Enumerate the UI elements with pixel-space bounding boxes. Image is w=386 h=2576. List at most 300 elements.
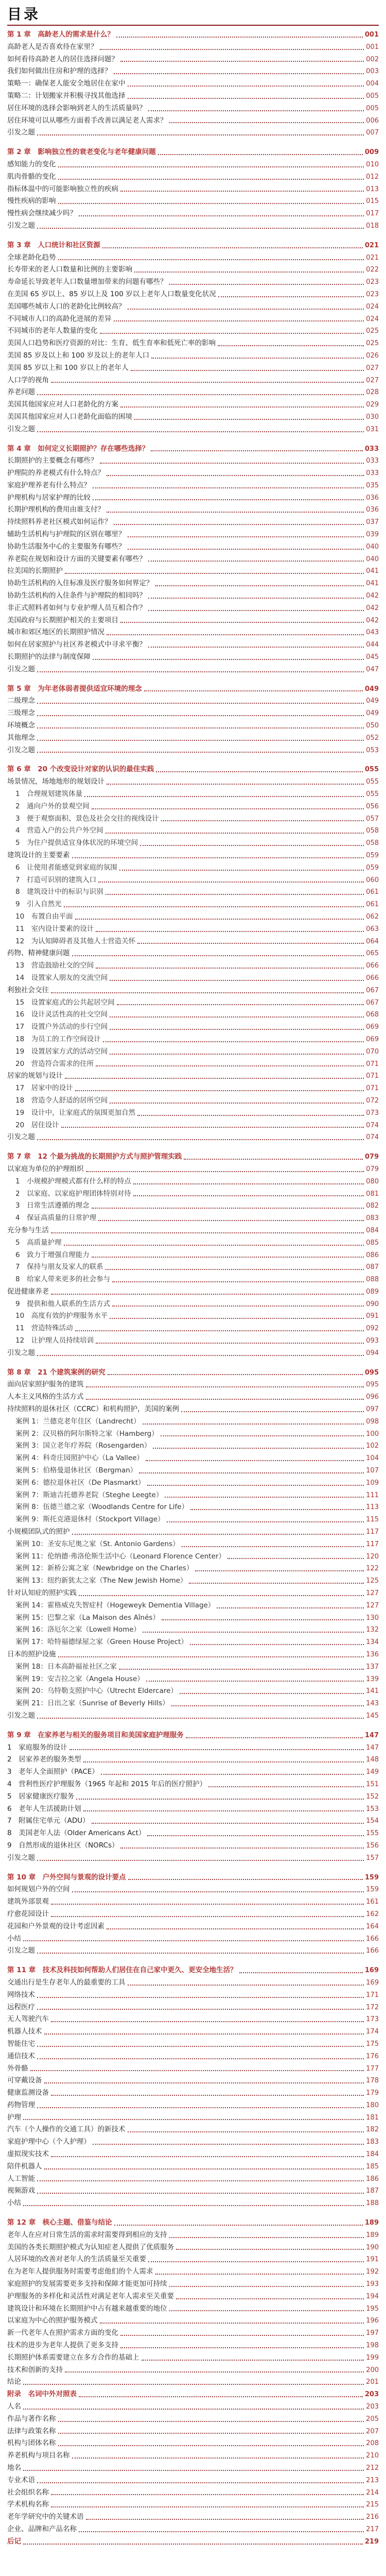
toc-entry[interactable]: [7, 350, 379, 362]
toc-entry[interactable]: [7, 529, 379, 541]
toc-entry[interactable]: [7, 2087, 379, 2099]
entry-page-number: 139: [366, 1675, 379, 1683]
toc-entry[interactable]: [7, 325, 379, 337]
toc-entry[interactable]: [7, 1649, 379, 1661]
toc-entry[interactable]: [7, 2475, 379, 2487]
entry-page-number: 085: [366, 1239, 379, 1247]
dot-leader: [100, 333, 364, 334]
toc-entry[interactable]: [7, 1452, 379, 1465]
entry-page-number: 137: [366, 1663, 379, 1671]
toc-entry[interactable]: [7, 1742, 379, 1754]
toc-entry[interactable]: [7, 1416, 379, 1428]
toc-entry[interactable]: [7, 90, 379, 103]
toc-entry[interactable]: [7, 252, 379, 264]
toc-entry[interactable]: [7, 171, 379, 183]
toc-entry[interactable]: [7, 1440, 379, 1452]
toc-entry[interactable]: [7, 850, 379, 862]
entry-page-number: 021: [366, 253, 379, 262]
toc-entry[interactable]: [7, 1852, 379, 1865]
toc-entry[interactable]: [7, 2038, 379, 2050]
toc-entry[interactable]: [7, 1673, 379, 1686]
toc-entry[interactable]: [7, 2063, 379, 2075]
toc-entry[interactable]: [7, 874, 379, 887]
dot-leader: [156, 771, 363, 772]
toc-entry[interactable]: [7, 707, 379, 720]
toc-entry[interactable]: [7, 1977, 379, 1989]
entry-page-number: 081: [366, 1190, 379, 1198]
toc-entry[interactable]: [7, 2499, 379, 2511]
toc-entry[interactable]: [7, 375, 379, 387]
entry-page-number: 154: [366, 1817, 379, 1825]
toc-entry[interactable]: [7, 776, 379, 788]
toc-entry[interactable]: [7, 1058, 379, 1071]
entry-title: 协助生活机构的入住标准及医疗服务如何界定？: [7, 579, 153, 588]
toc-entry[interactable]: [7, 399, 379, 411]
toc-entry[interactable]: [7, 1815, 379, 1827]
toc-entry[interactable]: [7, 2303, 379, 2315]
toc-entry[interactable]: [7, 220, 379, 232]
toc-entry[interactable]: [7, 960, 379, 972]
toc-entry[interactable]: [7, 720, 379, 732]
toc-entry[interactable]: [7, 813, 379, 825]
entry-title: 我们如何做出住房和护理的选择？: [7, 67, 112, 76]
toc-chapter-entry[interactable]: [7, 1730, 379, 1742]
toc-entry[interactable]: [7, 2523, 379, 2536]
entry-page-number: 057: [366, 815, 379, 823]
toc-entry[interactable]: [7, 626, 379, 639]
entry-page-number: 189: [366, 2231, 379, 2239]
toc-entry[interactable]: [7, 2511, 379, 2523]
toc-entry[interactable]: [7, 1335, 379, 1347]
dot-leader: [51, 2494, 364, 2495]
toc-entry[interactable]: [7, 1379, 379, 1391]
entry-title: 人名: [7, 2402, 21, 2411]
toc-entry[interactable]: [7, 1778, 379, 1791]
dot-leader: [79, 2396, 363, 2397]
entry-title: 护理院的养老模式有什么特点？: [7, 469, 104, 478]
toc-entry[interactable]: [7, 1921, 379, 1933]
entry-page-number: 067: [366, 998, 379, 1007]
toc-entry[interactable]: [7, 1131, 379, 1144]
dot-leader: [120, 406, 364, 408]
dot-leader: [100, 49, 364, 50]
toc-entry[interactable]: [7, 1908, 379, 1921]
toc-entry[interactable]: [7, 825, 379, 837]
toc-entry[interactable]: [7, 2376, 379, 2388]
entry-title: 后记: [7, 2537, 21, 2546]
toc-chapter-entry[interactable]: [7, 146, 379, 159]
toc-chapter-entry[interactable]: [7, 2217, 379, 2229]
toc-entry[interactable]: [7, 423, 379, 436]
dot-leader: [44, 2168, 364, 2170]
entry-title: 社会组织名称: [7, 2488, 49, 2497]
dot-leader: [128, 86, 364, 87]
entry-page-number: 029: [366, 401, 379, 409]
toc-entry[interactable]: [7, 276, 379, 289]
toc-chapter-entry[interactable]: [7, 1367, 379, 1379]
toc-entry[interactable]: [7, 1884, 379, 1896]
dot-leader: [100, 2323, 364, 2324]
toc-entry[interactable]: [7, 1428, 379, 1440]
toc-entry[interactable]: [7, 2413, 379, 2426]
toc-entry[interactable]: [7, 639, 379, 651]
toc-entry[interactable]: [7, 1612, 379, 1624]
entry-page-number: 001: [364, 31, 379, 39]
dot-leader: [110, 1318, 364, 1319]
entry-page-number: 184: [366, 2150, 379, 2159]
entry-title: 10 高度有效的护理服务水平: [15, 1312, 108, 1320]
toc-entry[interactable]: [7, 1791, 379, 1803]
toc-entry[interactable]: [7, 1766, 379, 1778]
dot-leader: [180, 1693, 364, 1694]
toc-entry[interactable]: [7, 1575, 379, 1587]
dot-leader: [51, 1232, 364, 1233]
entry-title: 17 设置户外活动的步行空间: [15, 1023, 108, 1031]
toc-entry[interactable]: [7, 2462, 379, 2475]
toc-entry[interactable]: [7, 467, 379, 480]
toc-entry[interactable]: [7, 1261, 379, 1274]
toc-entry[interactable]: [7, 2487, 379, 2499]
dot-leader: [189, 1583, 364, 1584]
toc-entry[interactable]: [7, 480, 379, 492]
entry-title: 新一代老年人在照护需求方面的变化: [7, 2329, 118, 2337]
entry-page-number: 141: [366, 1687, 379, 1696]
toc-entry[interactable]: [7, 455, 379, 467]
dot-leader: [37, 394, 364, 395]
toc-entry[interactable]: [7, 2013, 379, 2026]
dot-leader: [37, 134, 364, 135]
dot-leader: [98, 1220, 364, 1221]
toc-entry[interactable]: [7, 1107, 379, 1120]
toc-entry[interactable]: [7, 788, 379, 801]
toc-entry[interactable]: [7, 1286, 379, 1298]
toc-entry[interactable]: [7, 2173, 379, 2185]
dot-leader: [148, 561, 364, 562]
toc-entry[interactable]: [7, 1526, 379, 1538]
entry-title: 引发之题: [7, 425, 35, 433]
page-title: 目录: [7, 6, 41, 23]
entry-title: 机器人技术: [7, 2027, 42, 2036]
toc-chapter-entry[interactable]: [7, 240, 379, 252]
toc-entry[interactable]: [7, 492, 379, 504]
toc-entry[interactable]: [7, 2026, 379, 2038]
dot-leader: [93, 487, 364, 488]
toc-entry[interactable]: [7, 1624, 379, 1636]
entry-page-number: 061: [366, 888, 379, 896]
toc-entry[interactable]: [7, 2050, 379, 2063]
toc-entry[interactable]: [7, 54, 379, 66]
entry-page-number: 089: [366, 1287, 379, 1296]
entry-page-number: 212: [366, 2464, 379, 2472]
dot-leader: [143, 1632, 364, 1633]
dot-leader: [184, 1159, 363, 1160]
toc-entry[interactable]: [7, 1046, 379, 1058]
toc-entry[interactable]: [7, 1661, 379, 1673]
entry-title: 引发之题: [7, 128, 35, 137]
toc-entry[interactable]: [7, 862, 379, 874]
toc-entry[interactable]: [7, 1082, 379, 1095]
toc-entry[interactable]: [7, 1188, 379, 1200]
toc-entry[interactable]: [7, 565, 379, 578]
entry-title: 护理: [7, 2113, 21, 2122]
toc-entry[interactable]: [7, 578, 379, 590]
entry-title: 日本的照护设施: [7, 1650, 56, 1658]
toc-entry[interactable]: [7, 886, 379, 899]
toc-entry[interactable]: [7, 2278, 379, 2291]
entry-page-number: 028: [366, 388, 379, 397]
dot-leader: [151, 450, 363, 451]
toc-entry[interactable]: [7, 2291, 379, 2303]
toc-entry[interactable]: [7, 1237, 379, 1249]
entry-page-number: 194: [366, 2292, 379, 2300]
entry-page-number: 219: [364, 2537, 379, 2546]
toc-chapter-entry[interactable]: [7, 683, 379, 696]
toc-entry[interactable]: [7, 947, 379, 960]
toc-entry[interactable]: [7, 1933, 379, 1945]
dot-leader: [86, 2519, 364, 2520]
toc-entry[interactable]: [7, 2327, 379, 2340]
toc-entry[interactable]: [7, 1391, 379, 1403]
entry-page-number: 187: [366, 2187, 379, 2195]
toc-entry[interactable]: [7, 1200, 379, 1212]
toc-entry[interactable]: [7, 1347, 379, 1360]
toc-entry[interactable]: [7, 1587, 379, 1600]
toc-entry[interactable]: [7, 615, 379, 627]
toc-entry[interactable]: [7, 2197, 379, 2210]
toc-entry[interactable]: [7, 553, 379, 566]
toc-entry[interactable]: [7, 1538, 379, 1551]
dot-leader: [23, 2119, 364, 2120]
toc-entry[interactable]: [7, 1176, 379, 1188]
toc-entry[interactable]: [7, 695, 379, 707]
toc-entry[interactable]: [7, 103, 379, 115]
dot-leader: [37, 1718, 364, 1719]
toc-entry[interactable]: [7, 985, 379, 997]
toc-entry[interactable]: [7, 1636, 379, 1649]
toc-entry[interactable]: [7, 664, 379, 676]
entry-page-number: 216: [366, 2513, 379, 2521]
toc-entry[interactable]: [7, 1465, 379, 1477]
toc-entry[interactable]: [7, 2253, 379, 2266]
toc-entry[interactable]: [7, 1070, 379, 1082]
toc-entry[interactable]: [7, 1095, 379, 1107]
entry-title: 第 12 章 核心主题、借鉴与结论: [7, 2218, 112, 2227]
toc-entry[interactable]: [7, 1403, 379, 1416]
toc-entry[interactable]: [7, 2099, 379, 2112]
toc-entry[interactable]: [7, 2266, 379, 2278]
entry-page-number: 010: [366, 160, 379, 168]
toc-chapter-entry[interactable]: [7, 1964, 379, 1977]
dot-leader: [93, 499, 364, 500]
toc-entry[interactable]: [7, 183, 379, 196]
toc-entry[interactable]: [7, 1310, 379, 1323]
entry-title: 引发之题: [7, 1348, 35, 1357]
toc-entry[interactable]: [7, 744, 379, 757]
entry-title: 案例 14：霍格威克失智症村（Hogeweyk Dementia Village）: [15, 1601, 215, 1609]
toc-entry[interactable]: [7, 651, 379, 664]
toc-entry[interactable]: [7, 289, 379, 301]
toc-entry[interactable]: [7, 801, 379, 813]
toc-entry[interactable]: [7, 911, 379, 923]
toc-entry[interactable]: [7, 923, 379, 936]
toc-entry[interactable]: [7, 1501, 379, 1514]
toc-entry[interactable]: [7, 1514, 379, 1526]
toc-entry[interactable]: [7, 2136, 379, 2148]
toc-entry[interactable]: [7, 1249, 379, 1262]
toc-entry[interactable]: [7, 208, 379, 220]
entry-title: 建筑外部景观: [7, 1897, 49, 1906]
entry-title: 人工智能: [7, 2174, 35, 2183]
entry-page-number: 069: [366, 1023, 379, 1031]
toc-entry[interactable]: [7, 1120, 379, 1132]
toc-chapter-entry[interactable]: [7, 443, 379, 455]
toc-entry[interactable]: [7, 159, 379, 171]
entry-title: 环境概念: [7, 721, 35, 730]
toc-entry[interactable]: [7, 1896, 379, 1908]
dot-leader: [72, 857, 364, 858]
toc-entry[interactable]: [7, 2401, 379, 2413]
toc-chapter-entry[interactable]: [7, 1151, 379, 1163]
toc-entry[interactable]: [7, 2161, 379, 2173]
toc-entry[interactable]: [7, 1803, 379, 1816]
toc-entry[interactable]: [7, 516, 379, 529]
dot-leader: [37, 1355, 364, 1356]
toc-entry[interactable]: [7, 313, 379, 326]
entry-page-number: 111: [366, 1491, 379, 1499]
entry-title: 20 居住设计: [15, 1121, 59, 1129]
toc-entry[interactable]: [7, 78, 379, 90]
toc-entry[interactable]: [7, 1710, 379, 1722]
toc-entry[interactable]: [7, 115, 379, 127]
toc-entry[interactable]: [7, 2002, 379, 2014]
toc-chapter-entry[interactable]: [7, 29, 379, 41]
toc-entry[interactable]: [7, 1827, 379, 1840]
entry-title: 建筑设计和环境在长期照护中占有越来越重要的地位: [7, 2304, 167, 2313]
entry-page-number: 157: [366, 1854, 379, 1862]
dot-leader: [107, 512, 364, 513]
dot-leader: [79, 215, 364, 216]
entry-title: 结论: [7, 2378, 21, 2386]
toc-entry[interactable]: [7, 1163, 379, 1176]
entry-page-number: 001: [366, 43, 379, 51]
entry-title: 协助生活机构的入住条件与护理院的相同吗？: [7, 591, 146, 600]
dot-leader: [84, 796, 364, 797]
toc-entry[interactable]: [7, 2124, 379, 2136]
toc-entry[interactable]: [7, 127, 379, 139]
toc-entry[interactable]: [7, 2352, 379, 2364]
toc-entry[interactable]: [7, 2437, 379, 2450]
toc-entry[interactable]: [7, 2450, 379, 2462]
toc-entry[interactable]: [7, 837, 379, 850]
entry-title: 15 设置家庭式的公共起居空间: [15, 998, 115, 1007]
toc-entry[interactable]: [7, 1489, 379, 1502]
toc-entry[interactable]: [7, 1989, 379, 2002]
toc-entry[interactable]: [7, 997, 379, 1009]
toc-entry[interactable]: [7, 362, 379, 375]
toc-entry[interactable]: [7, 541, 379, 553]
toc-entry[interactable]: [7, 732, 379, 744]
toc-entry[interactable]: [7, 1212, 379, 1225]
entry-title: 案例 1：兰德克老年住区（Landrecht）: [15, 1417, 141, 1426]
toc-entry[interactable]: [7, 1840, 379, 1852]
entry-page-number: 090: [366, 1300, 379, 1308]
toc-entry[interactable]: [7, 386, 379, 399]
toc-entry[interactable]: [7, 1477, 379, 1489]
dot-leader: [120, 2335, 364, 2336]
entry-title: 5 高质量护理: [15, 1238, 62, 1247]
toc-entry[interactable]: [7, 899, 379, 911]
toc-entry[interactable]: [7, 337, 379, 350]
dot-leader: [182, 1546, 364, 1547]
toc-entry[interactable]: [7, 1551, 379, 1563]
toc-entry[interactable]: [7, 264, 379, 276]
toc-entry[interactable]: [7, 2148, 379, 2161]
toc-entry[interactable]: [7, 2075, 379, 2087]
toc-entry[interactable]: [7, 1945, 379, 1957]
toc-entry[interactable]: [7, 301, 379, 313]
toc-entry[interactable]: [7, 1754, 379, 1766]
toc-entry[interactable]: [7, 1225, 379, 1237]
entry-title: 如何看待高龄老人的居住选择问题？: [7, 55, 118, 63]
toc-entry[interactable]: [7, 504, 379, 516]
dot-leader: [119, 1669, 364, 1670]
dot-leader: [176, 2249, 364, 2250]
toc-entry[interactable]: [7, 936, 379, 948]
toc-entry[interactable]: [7, 1298, 379, 1311]
toc-entry[interactable]: [7, 2340, 379, 2352]
dot-leader: [120, 1848, 364, 1849]
toc-entry[interactable]: [7, 2315, 379, 2327]
toc-chapter-entry[interactable]: [7, 764, 379, 776]
toc-entry[interactable]: [7, 972, 379, 985]
entry-title: 养老机构与项目名称: [7, 2451, 70, 2460]
toc-entry[interactable]: [7, 602, 379, 615]
toc-entry[interactable]: [7, 1685, 379, 1698]
toc-entry[interactable]: [7, 1600, 379, 1612]
entry-page-number: 183: [366, 2138, 379, 2146]
toc-entry[interactable]: [7, 2185, 379, 2197]
entry-title: 花园和户外景观的设计考虑因素: [7, 1922, 104, 1930]
entry-title: 第 6 章 20 个改变设计对家的认识的最佳实践: [7, 765, 154, 774]
entry-page-number: 079: [366, 1165, 379, 1173]
entry-title: 养老问题: [7, 388, 35, 397]
toc-entry[interactable]: [7, 65, 379, 78]
toc-entry[interactable]: [7, 1323, 379, 1335]
toc-entry[interactable]: [7, 1698, 379, 1710]
toc-entry[interactable]: [7, 1274, 379, 1286]
toc-entry[interactable]: [7, 590, 379, 602]
toc-entry[interactable]: [7, 2242, 379, 2254]
toc-entry[interactable]: [7, 2426, 379, 2438]
toc-entry[interactable]: [7, 1033, 379, 1046]
toc-entry[interactable]: [7, 2229, 379, 2242]
toc-entry[interactable]: [7, 2364, 379, 2377]
entry-page-number: 040: [366, 555, 379, 563]
toc-backmatter-entry[interactable]: [7, 2388, 379, 2401]
entry-page-number: 127: [366, 1589, 379, 1598]
toc-entry[interactable]: [7, 2112, 379, 2124]
toc-entry[interactable]: [7, 1563, 379, 1575]
toc-entry[interactable]: [7, 1021, 379, 1033]
toc-entry[interactable]: [7, 411, 379, 423]
entry-title: 17 居家中的设计: [15, 1084, 73, 1093]
toc-entry[interactable]: [7, 1009, 379, 1021]
toc-entry[interactable]: [7, 41, 379, 54]
toc-backmatter-entry[interactable]: [7, 2536, 379, 2548]
toc-entry[interactable]: [7, 195, 379, 208]
entry-page-number: 159: [364, 1873, 379, 1882]
toc-chapter-entry[interactable]: [7, 1872, 379, 1884]
